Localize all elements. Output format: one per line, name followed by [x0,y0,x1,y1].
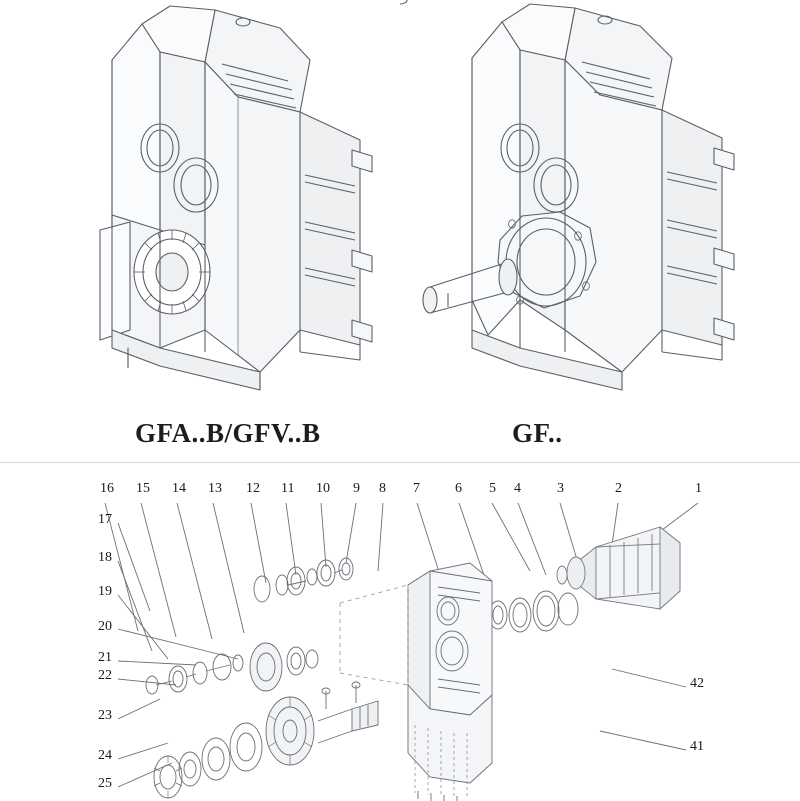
callout-21: 21 [98,650,112,665]
caption-gfa-gfv: GFA..B/GFV..B [135,418,321,448]
callout-23: 23 [98,708,112,723]
callout-24: 24 [98,748,112,763]
callout-12: 12 [246,481,260,496]
callout-10: 10 [316,481,330,496]
gearbox-right-view [400,0,800,410]
callout-20: 20 [98,619,112,634]
callout-25: 25 [98,776,112,791]
callout-13: 13 [208,481,222,496]
callout-1: 1 [695,481,702,496]
callout-18: 18 [98,550,112,565]
callout-5: 5 [489,481,496,496]
callout-4: 4 [514,481,521,496]
callout-14: 14 [172,481,186,496]
exploded-parts-diagram [0,462,800,801]
callout-19: 19 [98,584,112,599]
caption-gf: GF.. [512,418,563,448]
callout-22: 22 [98,668,112,683]
callout-6: 6 [455,481,462,496]
callout-9: 9 [353,481,360,496]
callout-17: 17 [98,512,112,527]
callout-15: 15 [136,481,150,496]
callout-11: 11 [281,481,295,496]
callout-3: 3 [557,481,564,496]
gearbox-left-view [0,0,400,410]
callout-42: 42 [690,676,704,691]
callout-16: 16 [100,481,114,496]
callout-2: 2 [615,481,622,496]
callout-7: 7 [413,481,420,496]
callout-41: 41 [690,739,704,754]
callout-8: 8 [379,481,386,496]
exploded-parts-svg [0,463,800,801]
